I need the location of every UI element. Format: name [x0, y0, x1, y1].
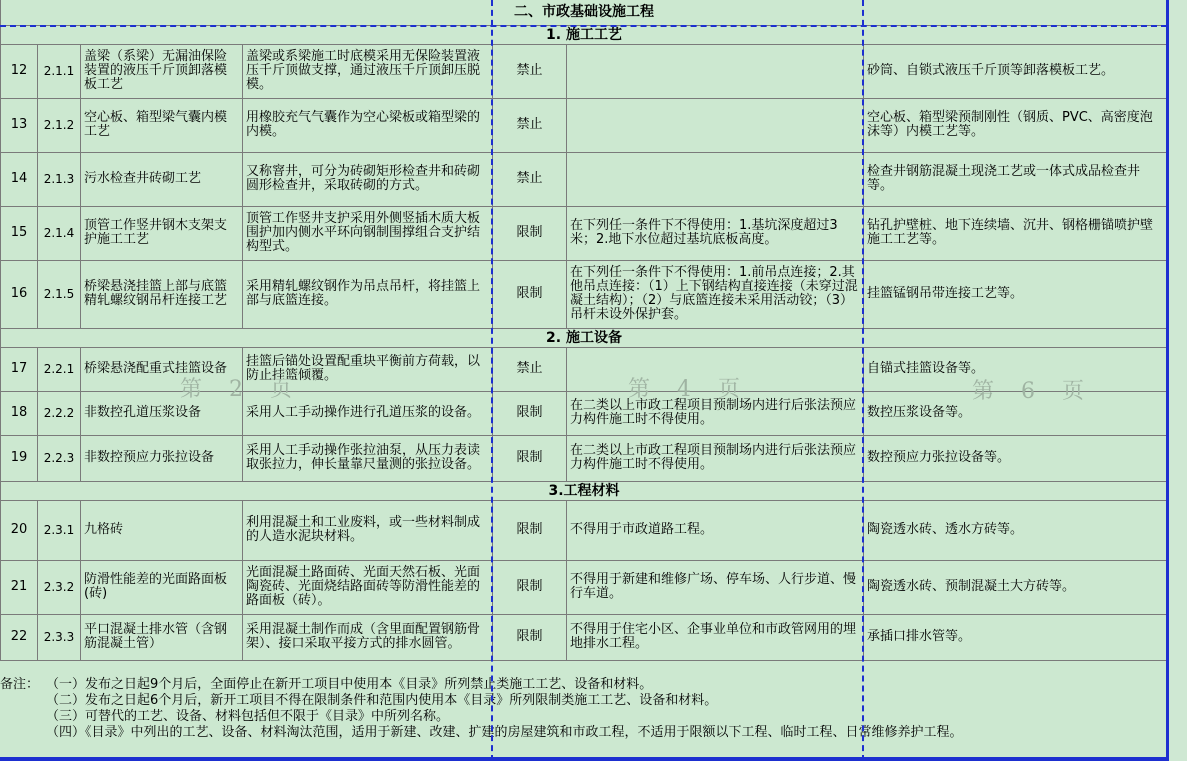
- row-number[interactable]: 22: [1, 614, 38, 660]
- notes-prefix: 备注：: [0, 677, 40, 692]
- item-alternative[interactable]: 空心板、箱型梁预制刚性（钢质、PVC、高密度泡沫等）内模工艺等。: [864, 98, 1168, 152]
- group-title[interactable]: 2. 施工设备: [1, 328, 1168, 347]
- item-code[interactable]: 2.1.3: [38, 152, 81, 206]
- row-number[interactable]: 18: [1, 391, 38, 435]
- table-row: [1, 347, 1168, 391]
- table-row: [1, 614, 1168, 660]
- table-row: [1, 260, 1168, 328]
- item-description[interactable]: 采用人工手动操作进行孔道压浆的设备。: [243, 391, 493, 435]
- item-description[interactable]: 挂篮后锚处设置配重块平衡前方荷载，以防止挂篮倾覆。: [243, 347, 493, 391]
- item-condition[interactable]: 在二类以上市政工程项目预制场内进行后张法预应力构件施工时不得使用。: [567, 391, 864, 435]
- item-name[interactable]: 空心板、箱型梁气囊内模工艺: [81, 98, 243, 152]
- note-line[interactable]: 备注： （一）发布之日起9个月后，全面停止在新开工项目中使用本《目录》所列禁止类施工工艺、设备和材料。: [0, 677, 653, 692]
- item-code[interactable]: 2.1.4: [38, 206, 81, 260]
- row-number[interactable]: 15: [1, 206, 38, 260]
- group-title[interactable]: 3.工程材料: [1, 481, 1168, 500]
- item-description[interactable]: 采用混凝土制作而成（含里面配置钢筋骨架）、接口采取平接方式的排水圆管。: [243, 614, 493, 660]
- item-code[interactable]: 2.2.1: [38, 347, 81, 391]
- table-row: [1, 44, 1168, 98]
- item-type[interactable]: 限制: [493, 391, 567, 435]
- row-number[interactable]: 20: [1, 500, 38, 560]
- item-condition[interactable]: 不得用于新建和维修广场、停车场、人行步道、慢行车道。: [567, 560, 864, 614]
- item-code[interactable]: 2.2.2: [38, 391, 81, 435]
- item-condition[interactable]: 不得用于市政道路工程。: [567, 500, 864, 560]
- item-alternative[interactable]: 陶瓷透水砖、预制混凝土大方砖等。: [864, 560, 1168, 614]
- item-name[interactable]: 防滑性能差的光面路面板(砖): [81, 560, 243, 614]
- row-number[interactable]: 13: [1, 98, 38, 152]
- item-code[interactable]: 2.3.2: [38, 560, 81, 614]
- table-row: [1, 391, 1168, 435]
- item-description[interactable]: 又称窨井，可分为砖砌矩形检查井和砖砌圆形检查井，采取砖砌的方式。: [243, 152, 493, 206]
- page-watermark: 第 6 页: [972, 379, 1094, 404]
- table-row: [1, 435, 1168, 481]
- item-code[interactable]: 2.3.1: [38, 500, 81, 560]
- item-type[interactable]: 禁止: [493, 98, 567, 152]
- item-type[interactable]: 禁止: [493, 347, 567, 391]
- item-condition[interactable]: 在二类以上市政工程项目预制场内进行后张法预应力构件施工时不得使用。: [567, 435, 864, 481]
- table-row: [1, 500, 1168, 560]
- note-line[interactable]: （二）发布之日起6个月后，新开工项目不得在限制条件和范围内使用本《目录》所列限制类施工工艺、设备和材料。: [46, 693, 718, 708]
- item-name[interactable]: 平口混凝土排水管（含钢筋混凝土管）: [81, 614, 243, 660]
- group-title-row: [1, 328, 1168, 347]
- item-condition[interactable]: 不得用于住宅小区、企事业单位和市政管网用的埋地排水工程。: [567, 614, 864, 660]
- item-name[interactable]: 顶管工作竖井钢木支架支护施工工艺: [81, 206, 243, 260]
- item-alternative[interactable]: 数控预应力张拉设备等。: [864, 435, 1168, 481]
- item-name[interactable]: 非数控预应力张拉设备: [81, 435, 243, 481]
- item-description[interactable]: 利用混凝土和工业废料，或一些材料制成的人造水泥块材料。: [243, 500, 493, 560]
- item-type[interactable]: 限制: [493, 260, 567, 328]
- page-break-line[interactable]: [491, 0, 493, 761]
- item-type[interactable]: 禁止: [493, 44, 567, 98]
- group-title-row: [1, 481, 1168, 500]
- item-alternative[interactable]: 承插口排水管等。: [864, 614, 1168, 660]
- group-title-row: [1, 25, 1168, 44]
- row-number[interactable]: 12: [1, 44, 38, 98]
- item-description[interactable]: 用橡胶充气气囊作为空心梁板或箱型梁的内模。: [243, 98, 493, 152]
- item-alternative[interactable]: 挂篮锰钢吊带连接工艺等。: [864, 260, 1168, 328]
- note-line[interactable]: （四）《目录》中列出的工艺、设备、材料淘汰范围，适用于新建、改建、扩建的房屋建筑和市政工程，不适用于限额以下工程、临时工程、日常维修养护工程。: [46, 725, 963, 740]
- item-name[interactable]: 桥梁悬浇配重式挂篮设备: [81, 347, 243, 391]
- item-alternative[interactable]: 钻孔护壁桩、地下连续墙、沉井、钢格栅锚喷护壁施工工艺等。: [864, 206, 1168, 260]
- table-row: [1, 206, 1168, 260]
- table-row: [1, 560, 1168, 614]
- item-condition[interactable]: [567, 347, 864, 391]
- item-code[interactable]: 2.2.3: [38, 435, 81, 481]
- note-line[interactable]: （三）可替代的工艺、设备、材料包括但不限于《目录》中所列名称。: [46, 709, 450, 724]
- row-number[interactable]: 19: [1, 435, 38, 481]
- item-description[interactable]: 盖梁或系梁施工时底模采用无保险装置液压千斤顶做支撑，通过液压千斤顶卸压脱模。: [243, 44, 493, 98]
- table-row: [1, 152, 1168, 206]
- item-type[interactable]: 限制: [493, 614, 567, 660]
- item-code[interactable]: 2.1.1: [38, 44, 81, 98]
- page-break-line[interactable]: [0, 25, 1167, 27]
- section-title[interactable]: 二、市政基础设施工程: [1, 0, 1168, 25]
- item-alternative[interactable]: 陶瓷透水砖、透水方砖等。: [864, 500, 1168, 560]
- item-condition[interactable]: [567, 44, 864, 98]
- page-break-line[interactable]: [862, 0, 864, 761]
- item-condition[interactable]: 在下列任一条件下不得使用：1.前吊点连接；2.其他吊点连接：（1）上下钢结构直接连接（未穿过混凝土结构）；（2）与底篮连接未采用活动铰；（3）吊杆未设外保护套。: [567, 260, 864, 328]
- page-watermark: 第 4 页: [628, 377, 750, 402]
- item-code[interactable]: 2.3.3: [38, 614, 81, 660]
- item-condition[interactable]: [567, 152, 864, 206]
- page-watermark: 第 2 页: [180, 377, 302, 402]
- item-description[interactable]: 采用精轧螺纹钢作为吊点吊杆，将挂篮上部与底篮连接。: [243, 260, 493, 328]
- item-description[interactable]: 顶管工作竖井支护采用外侧竖插木质大板围护加内侧水平环向钢制围撑组合支护结构型式。: [243, 206, 493, 260]
- item-description[interactable]: 光面混凝土路面砖、光面天然石板、光面陶瓷砖、光面烧结路面砖等防滑性能差的路面板（砖）。: [243, 560, 493, 614]
- item-code[interactable]: 2.1.2: [38, 98, 81, 152]
- item-alternative[interactable]: 检查井钢筋混凝土现浇工艺或一体式成品检查井等。: [864, 152, 1168, 206]
- row-number[interactable]: 16: [1, 260, 38, 328]
- row-number[interactable]: 21: [1, 560, 38, 614]
- item-type[interactable]: 限制: [493, 500, 567, 560]
- row-number[interactable]: 17: [1, 347, 38, 391]
- item-description[interactable]: 采用人工手动操作张拉油泵，从压力表读取张拉力，伸长量靠尺量测的张拉设备。: [243, 435, 493, 481]
- item-name[interactable]: 九格砖: [81, 500, 243, 560]
- item-name[interactable]: 污水检查井砖砌工艺: [81, 152, 243, 206]
- row-number[interactable]: 14: [1, 152, 38, 206]
- table-row: [1, 98, 1168, 152]
- group-title[interactable]: 1. 施工工艺: [1, 25, 1168, 44]
- item-type[interactable]: 禁止: [493, 152, 567, 206]
- notes-block: [0, 677, 1160, 741]
- item-name[interactable]: 非数控孔道压浆设备: [81, 391, 243, 435]
- section-title-row: [1, 0, 1168, 25]
- item-condition[interactable]: [567, 98, 864, 152]
- sheet-gutter: [1169, 0, 1187, 761]
- item-alternative[interactable]: 砂筒、自锁式液压千斤顶等卸落模板工艺。: [864, 44, 1168, 98]
- print-area-border: [0, 757, 1169, 761]
- item-type[interactable]: 限制: [493, 206, 567, 260]
- item-name[interactable]: 盖梁（系梁）无漏油保险装置的液压千斤顶卸落模板工艺: [81, 44, 243, 98]
- item-code[interactable]: 2.1.5: [38, 260, 81, 328]
- item-type[interactable]: 限制: [493, 435, 567, 481]
- item-condition[interactable]: 在下列任一条件下不得使用：1.基坑深度超过3米；2.地下水位超过基坑底板高度。: [567, 206, 864, 260]
- item-name[interactable]: 桥梁悬浇挂篮上部与底篮精轧螺纹钢吊杆连接工艺: [81, 260, 243, 328]
- item-type[interactable]: 限制: [493, 560, 567, 614]
- item-alternative[interactable]: 数控压浆设备等。: [864, 391, 1168, 435]
- item-alternative[interactable]: 自锚式挂篮设备等。: [864, 347, 1168, 391]
